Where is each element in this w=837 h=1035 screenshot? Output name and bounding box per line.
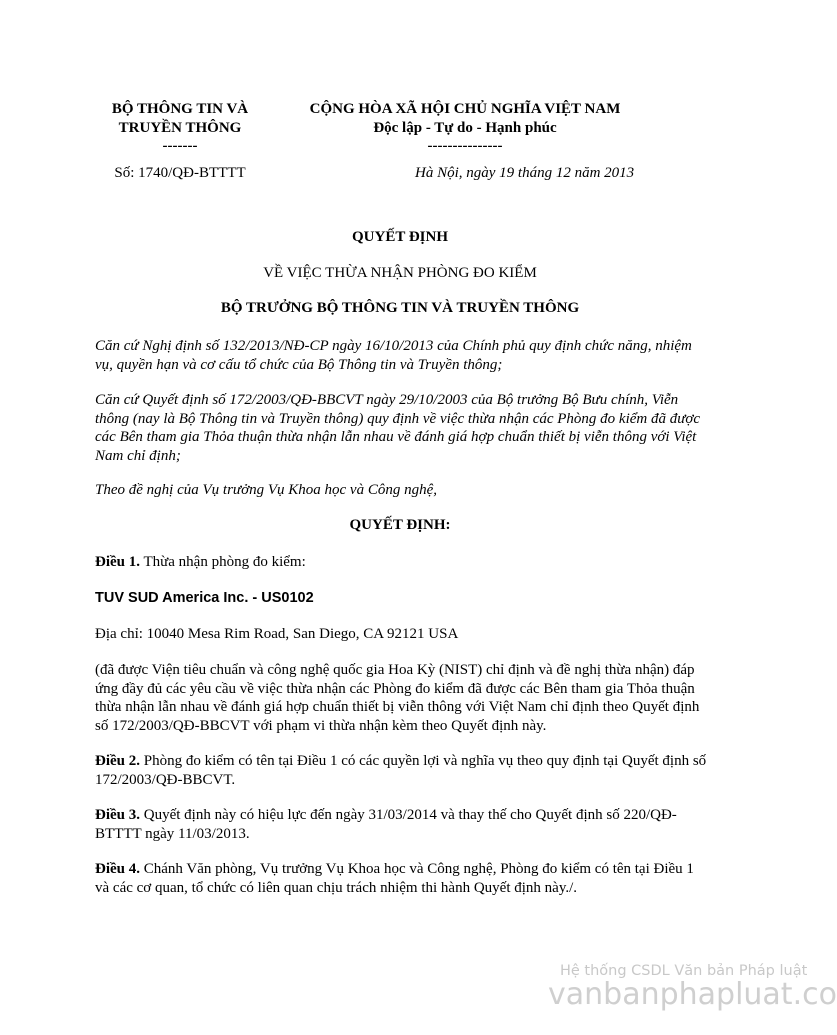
article-1 <box>95 553 710 572</box>
lab-address <box>95 625 710 644</box>
article-1-label: Điều 1. <box>95 554 140 570</box>
preamble-proposal: Theo đề nghị của Vụ trưởng Vụ Khoa học và Công nghệ, <box>95 482 437 498</box>
decision-subject: VỀ VIỆC THỪA NHẬN PHÒNG ĐO KIỂM <box>263 265 537 281</box>
ministry-name-line2: TRUYỀN THÔNG <box>118 120 242 136</box>
article-2-text: Phòng đo kiểm có tên tại Điều 1 có các quyền lợi và nghĩa vụ theo quy định tại Quyết định số 172/2003/QĐ-BBCVT. <box>95 753 707 788</box>
lab-name: TUV SUD America Inc. - US0102 <box>95 590 314 606</box>
document-number: Số: 1740/QĐ-BTTTT <box>114 165 246 181</box>
article-2-label: Điều 2. <box>95 753 140 769</box>
decides-heading: QUYẾT ĐỊNH: <box>349 517 451 533</box>
article-3-label: Điều 3. <box>95 807 140 823</box>
article-4-label: Điều 4. <box>95 861 140 877</box>
article-3 <box>95 806 710 843</box>
article-1-text: Thừa nhận phòng đo kiểm: <box>140 554 306 570</box>
national-title: CỘNG HÒA XÃ HỘI CHỦ NGHĨA VIỆT NAM <box>309 101 621 117</box>
authority-heading: BỘ TRƯỞNG BỘ THÔNG TIN VÀ TRUYỀN THÔNG <box>220 300 580 316</box>
article-4-text: Chánh Văn phòng, Vụ trưởng Vụ Khoa học và Công nghệ, Phòng đo kiểm có tên tại Điều 1 và các cơ quan, tổ chức có liên quan chịu trách nhiệm thi hành Quyết định này./. <box>95 861 694 896</box>
national-dash: --------------- <box>427 138 503 154</box>
preamble-basis-1: Căn cứ Nghị định số 132/2013/NĐ-CP ngày 16/10/2013 của Chính phủ quy định chức năng, nhiệm vụ, quyền hạn và cơ cấu tổ chức của Bộ Thông tin và Truyền thông; <box>95 338 692 373</box>
national-motto: Độc lập - Tự do - Hạnh phúc <box>373 120 557 136</box>
watermark-site: vanbanphapluat.co <box>548 977 837 1012</box>
decision-heading: QUYẾT ĐỊNH <box>352 229 448 245</box>
watermark-caption: Hệ thống CSDL Văn bản Pháp luật <box>560 963 808 979</box>
article-1-note: (đã được Viện tiêu chuẩn và công nghệ quốc gia Hoa Kỳ (NIST) chỉ định và đề nghị thừa nhận) đáp ứng đầy đủ các yêu cầu về việc thừa nhận các Phòng đo kiểm đã được các Bên tham gia Thỏa thuận thừa nhận lẫn nhau về đánh giá hợp chuẩn thiết bị viễn thông với Việt Nam chỉ định theo Quyết định số 172/2003/QĐ-BBCVT với phạm vi thừa nhận kèm theo Quyết định này. <box>95 662 700 734</box>
lab-address-text: Địa chỉ: 10040 Mesa Rim Road, San Diego, CA 92121 USA <box>95 626 459 642</box>
article-4 <box>95 860 710 897</box>
place-date: Hà Nội, ngày 19 tháng 12 năm 2013 <box>415 165 635 181</box>
article-2 <box>95 752 710 789</box>
ministry-name-line1: BỘ THÔNG TIN VÀ <box>111 101 249 117</box>
article-3-text: Quyết định này có hiệu lực đến ngày 31/03/2014 và thay thế cho Quyết định số 220/QĐ-BTTTT ngày 11/03/2013. <box>95 807 677 842</box>
ministry-dash: ------- <box>162 138 198 154</box>
preamble-basis-2: Căn cứ Quyết định số 172/2003/QĐ-BBCVT ngày 29/10/2003 của Bộ trưởng Bộ Bưu chính, Viễn thông (nay là Bộ Thông tin và Truyền thông) quy định về việc thừa nhận các Phòng đo kiểm đã được các Bên tham gia Thỏa thuận thừa nhận lẫn nhau về đánh giá hợp chuẩn thiết bị viễn thông với Việt Nam chỉ định; <box>95 392 701 464</box>
